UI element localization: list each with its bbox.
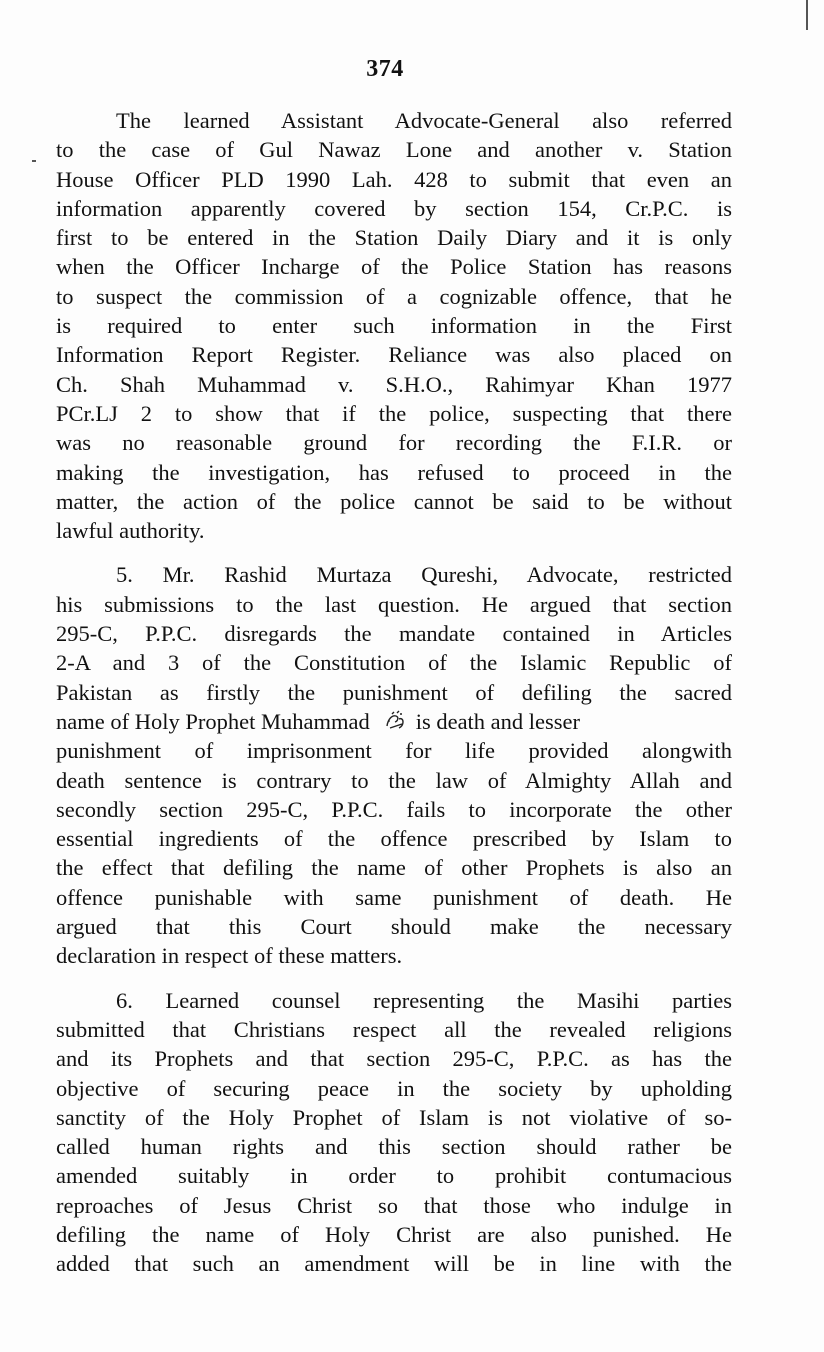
text-line: objective of securing peace in the society by upholding: [56, 1075, 732, 1101]
page-number: 374: [366, 56, 404, 82]
text-line: essential ingredients of the offence prescribed by Islam to: [56, 826, 732, 852]
paragraph-assistant-advocate-general: [56, 106, 732, 545]
text-line: the effect that defiling the name of other Prophets is also an: [56, 855, 732, 881]
text-line: Information Report Register. Reliance was also placed on: [56, 342, 732, 368]
text-line-with-honorific: [56, 707, 732, 736]
text-line: PCr.LJ 2 to show that if the police, suspecting that there: [56, 400, 732, 426]
text-line: Pakistan as firstly the punishment of defiling the sacred: [56, 679, 732, 705]
scan-edge-mark: [806, 0, 808, 30]
text-line: 295-C, P.P.C. disregards the mandate contained in Articles: [56, 621, 732, 647]
text-line: The learned Assistant Advocate-General also referred: [116, 108, 732, 133]
text-line: amended suitably in order to prohibit contumacious: [56, 1163, 732, 1189]
text-line: was no reasonable ground for recording the F.I.R. or: [56, 430, 732, 456]
text-line: when the Officer Incharge of the Police Station has reasons: [56, 254, 732, 280]
text-line: Ch. Shah Muhammad v. S.H.O., Rahimyar Khan 1977: [56, 371, 732, 397]
text-line: 5. Mr. Rashid Murtaza Qureshi, Advocate, restricted: [116, 562, 732, 588]
scan-stray-mark: [32, 160, 36, 162]
text-line: punishment of imprisonment for life provided alongwith: [56, 738, 732, 764]
text-line: reproaches of Jesus Christ so that those who indulge in: [56, 1192, 732, 1218]
text-line: to suspect the commission of a cognizable offence, that he: [56, 283, 732, 309]
text-segment: name of Holy Prophet Muhammad: [56, 708, 370, 734]
text-line: death sentence is contrary to the law of Almighty Allah and: [56, 767, 732, 793]
text-line: 2-A and 3 of the Constitution of the Islamic Republic of: [56, 650, 732, 676]
text-line: information apparently covered by section 154, Cr.P.C. is: [56, 195, 732, 221]
text-line: matter, the action of the police cannot be said to be without: [56, 488, 732, 514]
text-line: submitted that Christians respect all the revealed religions: [56, 1016, 732, 1042]
text-line: House Officer PLD 1990 Lah. 428 to submit that even an: [56, 166, 732, 192]
text-line: is required to enter such information in the First: [56, 313, 732, 339]
text-line: first to be entered in the Station Daily Diary and it is only: [56, 225, 732, 251]
text-line: added that such an amendment will be in line with the: [56, 1251, 732, 1277]
text-line: secondly section 295-C, P.P.C. fails to incorporate the other: [56, 796, 732, 822]
text-line: offence punishable with same punishment of death. He: [56, 884, 732, 910]
text-line: argued that this Court should make the necessary: [56, 914, 732, 940]
text-line: called human rights and this section should rather be: [56, 1134, 732, 1160]
text-line: his submissions to the last question. He argued that section: [56, 591, 732, 617]
text-line: 6. Learned counsel representing the Masihi parties: [116, 987, 732, 1013]
honorific-symbol-icon: [384, 710, 406, 732]
paragraph-5: [56, 560, 732, 970]
text-line: making the investigation, has refused to proceed in the: [56, 459, 732, 485]
text-line: declaration in respect of these matters.: [56, 943, 403, 969]
text-line: to the case of Gul Nawaz Lone and another v. Station: [56, 137, 732, 163]
body-text: [56, 106, 732, 1279]
paragraph-6: [56, 986, 732, 1279]
text-line: sanctity of the Holy Prophet of Islam is not violative of so-: [56, 1104, 732, 1130]
text-line: and its Prophets and that section 295-C, P.P.C. as has the: [56, 1046, 732, 1072]
text-line: defiling the name of Holy Christ are also punished. He: [56, 1221, 732, 1247]
text-line: lawful authority.: [56, 518, 205, 544]
text-segment: is death and lesser: [415, 708, 581, 734]
